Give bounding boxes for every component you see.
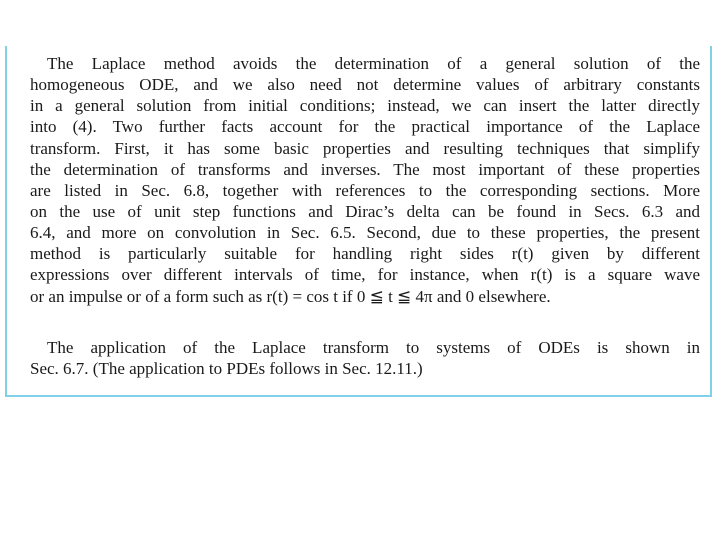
- text-line: The Laplace method avoids the determination of a general solution of the: [47, 54, 700, 73]
- clipped-previous-line: [387, 40, 477, 48]
- text-line: expressions over different intervals of time, for instance, when r(t) is a square wave: [30, 265, 700, 285]
- text-line: are listed in Sec. 6.8, together with references to the corresponding sections. More: [30, 180, 700, 200]
- text-line: homogeneous ODE, and we also need not determine values of arbitrary constants: [30, 75, 700, 95]
- text-line: Sec. 6.7. (The application to PDEs follows in Sec. 12.11.): [30, 359, 423, 379]
- text-line: the determination of transforms and inverses. The most important of these properties: [30, 159, 700, 179]
- paragraph-laplace-method: [30, 53, 700, 307]
- text-frame: [5, 46, 712, 397]
- paragraph-systems-of-odes: [30, 337, 700, 379]
- text-line: 6.4, and more on convolution in Sec. 6.5. Second, due to these properties, the present: [30, 223, 700, 243]
- text-line: transform. First, it has some basic properties and resulting techniques that simplify: [30, 138, 700, 158]
- text-line: or an impulse or of a form such as r(t) = cos t if 0 ≦ t ≦ 4π and 0 elsewhere.: [30, 286, 551, 306]
- text-line: on the use of unit step functions and Dirac’s delta can be found in Secs. 6.3 and: [30, 201, 700, 221]
- text-line: in a general solution from initial conditions; instead, we can insert the latter directly: [30, 96, 700, 116]
- text-line: into (4). Two further facts account for the practical importance of the Laplace: [30, 117, 700, 137]
- text-line: method is particularly suitable for handling right sides r(t) given by different: [30, 244, 700, 264]
- text-line: The application of the Laplace transform to systems of ODEs is shown in: [47, 338, 700, 357]
